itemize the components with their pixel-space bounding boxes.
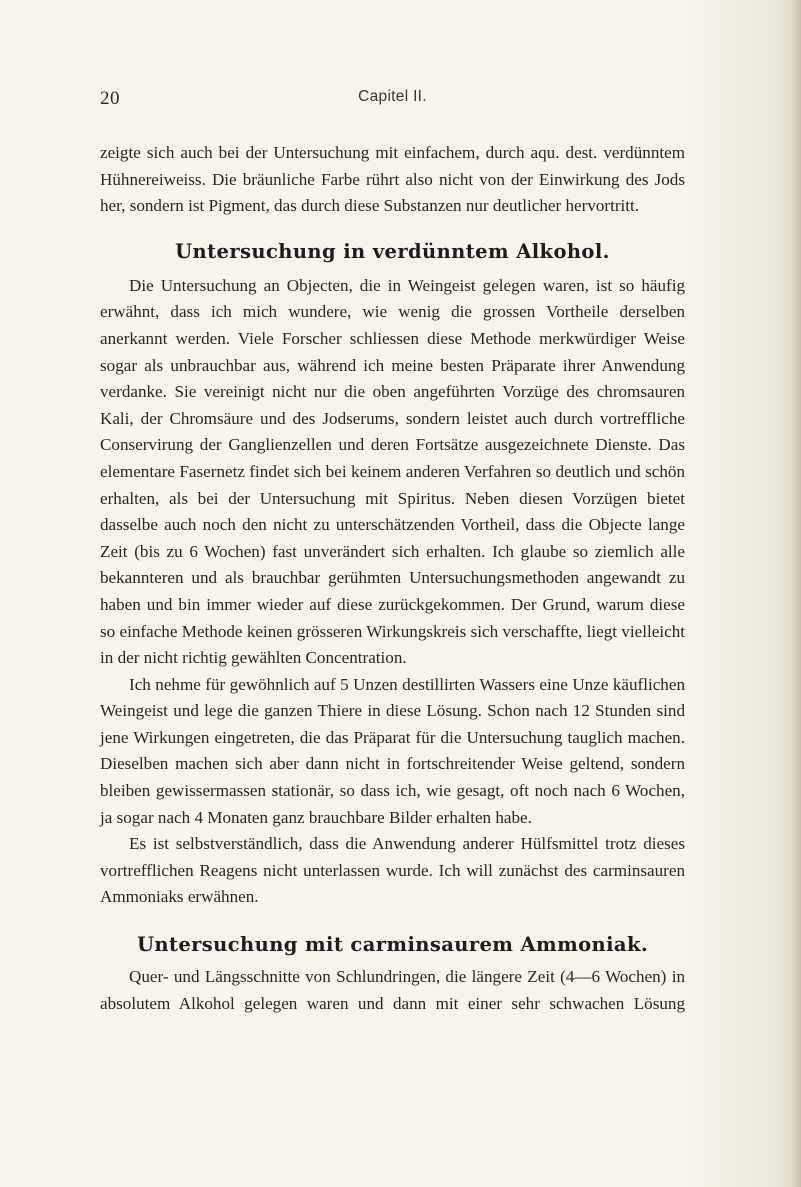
- paragraph-alkohol-2: Ich nehme für gewöhnlich auf 5 Unzen destillirten Wassers eine Unze käuflichen Weingeist und lege die ganzen Thiere in diese Lösung. Schon nach 12 Stunden sind jene Wirkungen eingetreten, die das Präparat für die Untersuchung tauglich machen. Dieselben machen sich aber dann nicht in fortschreitender Weise geltend, sondern bleiben gewissermassen stationär, so dass ich, wie gesagt, oft noch nach 6 Wochen, ja sogar nach 4 Monaten ganz brauchbare Bilder erhalten habe.: [100, 674, 685, 827]
- section-heading-carmin: Untersuchung mit carminsaurem Ammoniak.: [136, 933, 649, 957]
- page-edge-shadow: [791, 0, 801, 1187]
- paragraph-intro: zeigte sich auch bei der Untersuchung mit einfachem, durch aqu. dest. verdünntem Hühnereiweiss. Die bräunliche Farbe rührt also nicht von der Einwirkung des Jods her, sondern ist Pigment, das durch diese Substanzen nur deutlicher hervortritt.: [100, 143, 685, 216]
- page-number: 20: [100, 88, 120, 109]
- page-header: [100, 88, 685, 112]
- paragraph-carmin-1: Quer- und Längsschnitte von Schlundringen, die längere Zeit (4—6 Wochen) in absolutem Alkohol gelegen waren und dann mit einer sehr schwachen Lösung: [100, 967, 685, 1013]
- paragraph-alkohol-1: Die Untersuchung an Objecten, die in Weingeist gelegen waren, ist so häufig erwähnt, dass ich mich wundere, wie wenig die grossen Vortheile derselben anerkannt werden. Viele Forscher schliessen diese Methode merkwürdiger Weise sogar als unbrauchbar aus, während ich meine besten Präparate ihrer Anwendung verdanke. Sie vereinigt nicht nur die oben angeführten Vorzüge des chromsauren Kali, der Chromsäure und des Jodserums, sondern leistet auch durch vortreffliche Conservirung der Ganglienzellen und deren Fortsätze ausgezeichnete Dienste. Das elementare Fasernetz findet sich bei keinem anderen Verfahren so deutlich und schön erhalten, als bei der Untersuchung mit Spiritus. Neben diesen Vorzügen bietet dasselbe auch noch den nicht zu unterschätzenden Vortheil, dass die Objecte lange Zeit (bis zu 6 Wochen) fast unverändert sich erhalten. Ich glaube so ziemlich alle bekannteren und als brauchbar gerühmten Untersuchungsmethoden angewandt zu haben und bin immer wieder auf diese zurückgekommen. Der Grund, warum diese so einfache Methode keinen grösseren Wirkungskreis sich verschaffte, liegt vielleicht in der nicht richtig gewählten Concentration.: [100, 275, 685, 668]
- paragraph-alkohol-3: Es ist selbstverständlich, dass die Anwendung anderer Hülfsmittel trotz dieses vortrefflichen Reagens nicht unterlassen wurde. Ich will zunächst des carminsauren Ammoniaks erwähnen.: [100, 834, 685, 907]
- section-heading-alkohol: Untersuchung in verdünntem Alkohol.: [175, 239, 610, 263]
- running-title: Capitel II.: [358, 88, 427, 105]
- body-text: [100, 140, 685, 1017]
